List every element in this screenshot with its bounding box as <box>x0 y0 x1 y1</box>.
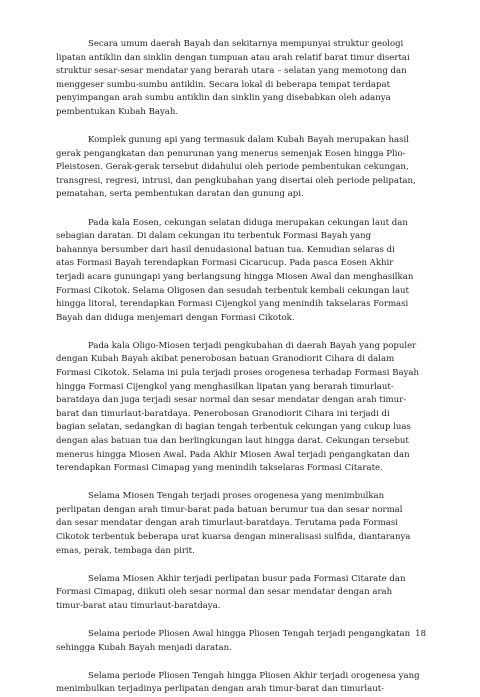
paragraph-geologic-structure: Secara umum daerah Bayah dan sekitarnya mempunyai struktur geologi lipatan antiklin dan sinklin dengan tumpuan atau arah relatif barat timur disertai struktur sesar-sesar mendatar yang berarah utara – selatan yang memotong dan menggeser sumbu-sumbu antiklin. Secara lokal di beberapa tempat terdapat penyimpangan arah sumbu antiklin dan sinklin yang disebabkan oleh adanya pembentukan Kubah Bayah. <box>56 39 410 117</box>
paragraph-late-miocene: Selama Miosen Akhir terjadi perlipatan busur pada Formasi Citarate dan Formasi Cimapag, diikuti oleh sesar normal dan sesar mendatar dengan arah timur-barat atau timurlaut-baratdaya. <box>56 573 406 611</box>
paragraph-middle-late-pliocene: Selama periode Pliosen Tengah hingga Pliosen Akhir terjadi orogenesa yang menimbulkan terjadinya perlipatan dengan arah timur-barat dan timurlaut- <box>56 670 420 695</box>
page-number: 18 <box>415 629 426 639</box>
paragraph-oligo-miocene: Pada kala Oligo-Miosen terjadi pengkubahan di daerah Bayah yang populer dengan Kubah Bayah akibat penerobosan batuan Granodiorit Cihara di dalam Formasi Cikotok. Selama ini pula terjadi proses orogenesa terhadap Formasi Bayah hingga Formasi Cijengkol yang menghasilkan lipatan yang berarah timurlaut- baratdaya dan juga terjadi sesar normal dan sesar mendatar dengan arah timur- barat dan timurlaut-baratdaya. Penerobosan Granodiorit Cihara ini terjadi di bagian selatan, sedangkan di bagian tengah terbentuk cekungan yang cukup luas dengan alas batuan tua dan berlingkungan laut hingga darat. Cekungan tersebut menerus hingga Miosen Awal. Pada Akhir Miosen Awal terjadi pengangkatan dan terendapkan Formasi Cimapag yang menindih takselaras Formasi Citarate. <box>56 340 420 474</box>
body-text <box>56 38 427 697</box>
paragraph-middle-miocene: Selama Miosen Tengah terjadi proses orogenesa yang menimbulkan perlipatan dengan arah timur-barat pada batuan berumur tua dan sesar normal dan sesar mendatar dengan arah timurlaut-baratdaya. Terutama pada Formasi Cikotok terbentuk beberapa urat kuarsa dengan mineralisasi sulfida, diantaranya emas, perak, tembaga dan pirit. <box>56 491 411 556</box>
paragraph-eocene: Pada kala Eosen, cekungan selatan diduga merupakan cekungan laut dan sebagian daratan. Di dalam cekungan itu terbentuk Formasi Bayah yang bahannya bersumber dari hasil denudasional batuan tua. Kemudian selaras di atas Formasi Bayah terendapkan Formasi Cicarucup. Pada pasca Eosen Akhir terjadi acara gunungapi yang berlangsung hingga Miosen Awal dan menghasilkan Formasi Cikotok. Selama Oligosen dan sesudah terbentuk kembali cekungan laut hingga litoral, terendapkan Formasi Cijengkol yang menindih takselaras Formasi Bayah dan diduga menjemari dengan Formasi Cikotok. <box>56 217 414 323</box>
paragraph-volcanic-complex: Komplek gunung api yang termasuk dalam Kubah Bayah merupakan hasil gerak pengangkatan dan penurunan yang menerus semenjak Eosen hingga Plio- Pleistosen. Gerak-gerak tersebut didahului oleh periode pembentukan cekungan, transgresi, regresi, intrusi, dan pengkubahan yang disertai oleh periode pelipatan, pematahan, serta pembentukan daratan dan gunung api. <box>56 135 416 200</box>
paragraph-early-pliocene: Selama periode Pliosen Awal hingga Pliosen Tengah terjadi pengangkatan sehingga Kubah Bayah menjadi daratan. <box>56 628 411 653</box>
